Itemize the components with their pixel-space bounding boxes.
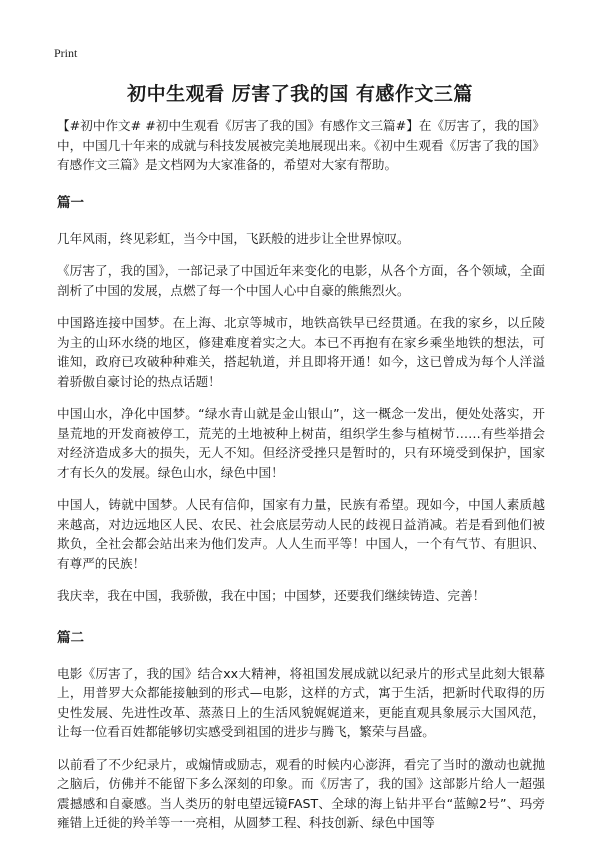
section-1-paragraph-6: 我庆幸，我在中国，我骄傲，我在中国；中国梦，还要我们继续铸造、完善！ <box>57 588 486 603</box>
section-1-paragraph-1: 几年风雨，终见彩虹，当今中国，飞跃般的进步让全世界惊叹。 <box>57 230 410 246</box>
section-1-paragraph-3: 中国路连接中国梦。在上海、北京等城市，地铁高铁早已经贯通。在我的家乡，以丘陵为主的山环水绕的地区，修建难度着实之大。本已不再抱有在家乡乘坐地铁的想法，可谁知，政府已攻破种种难关，搭起轨道，并且即将开通！如今，这已曾成为每个人洋溢着骄傲自豪讨论的热点话题！ <box>57 315 545 389</box>
section-1-paragraph-2: 《厉害了，我的国》，一部记录了中国近年来变化的电影，从各个方面，各个领域，全面剖析了中国的发展，点燃了每一个中国人心中自豪的熊熊烈火。 <box>57 263 545 298</box>
section-1-paragraph-5: 中国人，铸就中国梦。人民有信仰，国家有力量，民族有希望。现如今，中国人素质越来越高，对边远地区人民、农民、社会底层劳动人民的歧视日益消减。若是看到他们被欺负，全社会都会站出来为他们发声。人人生而平等！中国人，一个有气节、有胆识、有尊严的民族！ <box>57 497 545 571</box>
section-2-paragraph-2: 以前看了不少纪录片，或煽情或励志，观看的时候内心澎湃，看完了当时的激动也就抛之脑后，仿佛并不能留下多么深刻的印象。而《厉害了，我的国》这部影片给人一超强震撼感和自豪感。当人类历的射电望远镜FAST、全球的海上钻井平台“蓝鲸2号”、玛旁雍错上迁徙的羚羊等一一亮相，从圆梦工程、科技创新、绿色中国等 <box>57 756 545 830</box>
intro-paragraph: 【#初中作文# #初中生观看《厉害了我的国》有感作文三篇#】在《厉害了，我的国》中，中国几十年来的成就与科技发展被完美地展现出来。《初中生观看《厉害了我的国》有感作文三篇》是文档网为大家准备的，希望对大家有帮助。 <box>57 118 545 172</box>
section-1-paragraph-4: 中国山水，净化中国梦。“绿水青山就是金山银山”，这一概念一发出，便处处落实，开垦荒地的开发商被停工，荒芜的土地被种上树苗，组织学生参与植树节……有些举措会对经济造成多大的损失，无人不知。但经济受挫只是暂时的，只有环境受到保护，国家才有长久的发展。绿色山水，绿色中国！ <box>57 406 545 480</box>
section-heading-2: 篇二 <box>57 629 84 646</box>
print-link[interactable]: Print <box>54 46 78 60</box>
section-heading-1: 篇一 <box>57 194 84 211</box>
document-title: 初中生观看 厉害了我的国 有感作文三篇 <box>127 83 473 105</box>
article-body <box>57 116 545 846</box>
section-2-paragraph-1: 电影《厉害了，我的国》结合xx大精神，将祖国发展成就以纪录片的形式呈此刻大银幕上，用普罗大众都能接触到的形式—电影，这样的方式，寓于生活，把新时代取得的历史性发展、先进性改革、蒸蒸日上的生活风貌娓娓道来，更能直观具象展示大国风范，让每一位看百姓都能够切实感受到祖国的进步与腾飞，繁荣与昌盛。 <box>57 665 545 739</box>
